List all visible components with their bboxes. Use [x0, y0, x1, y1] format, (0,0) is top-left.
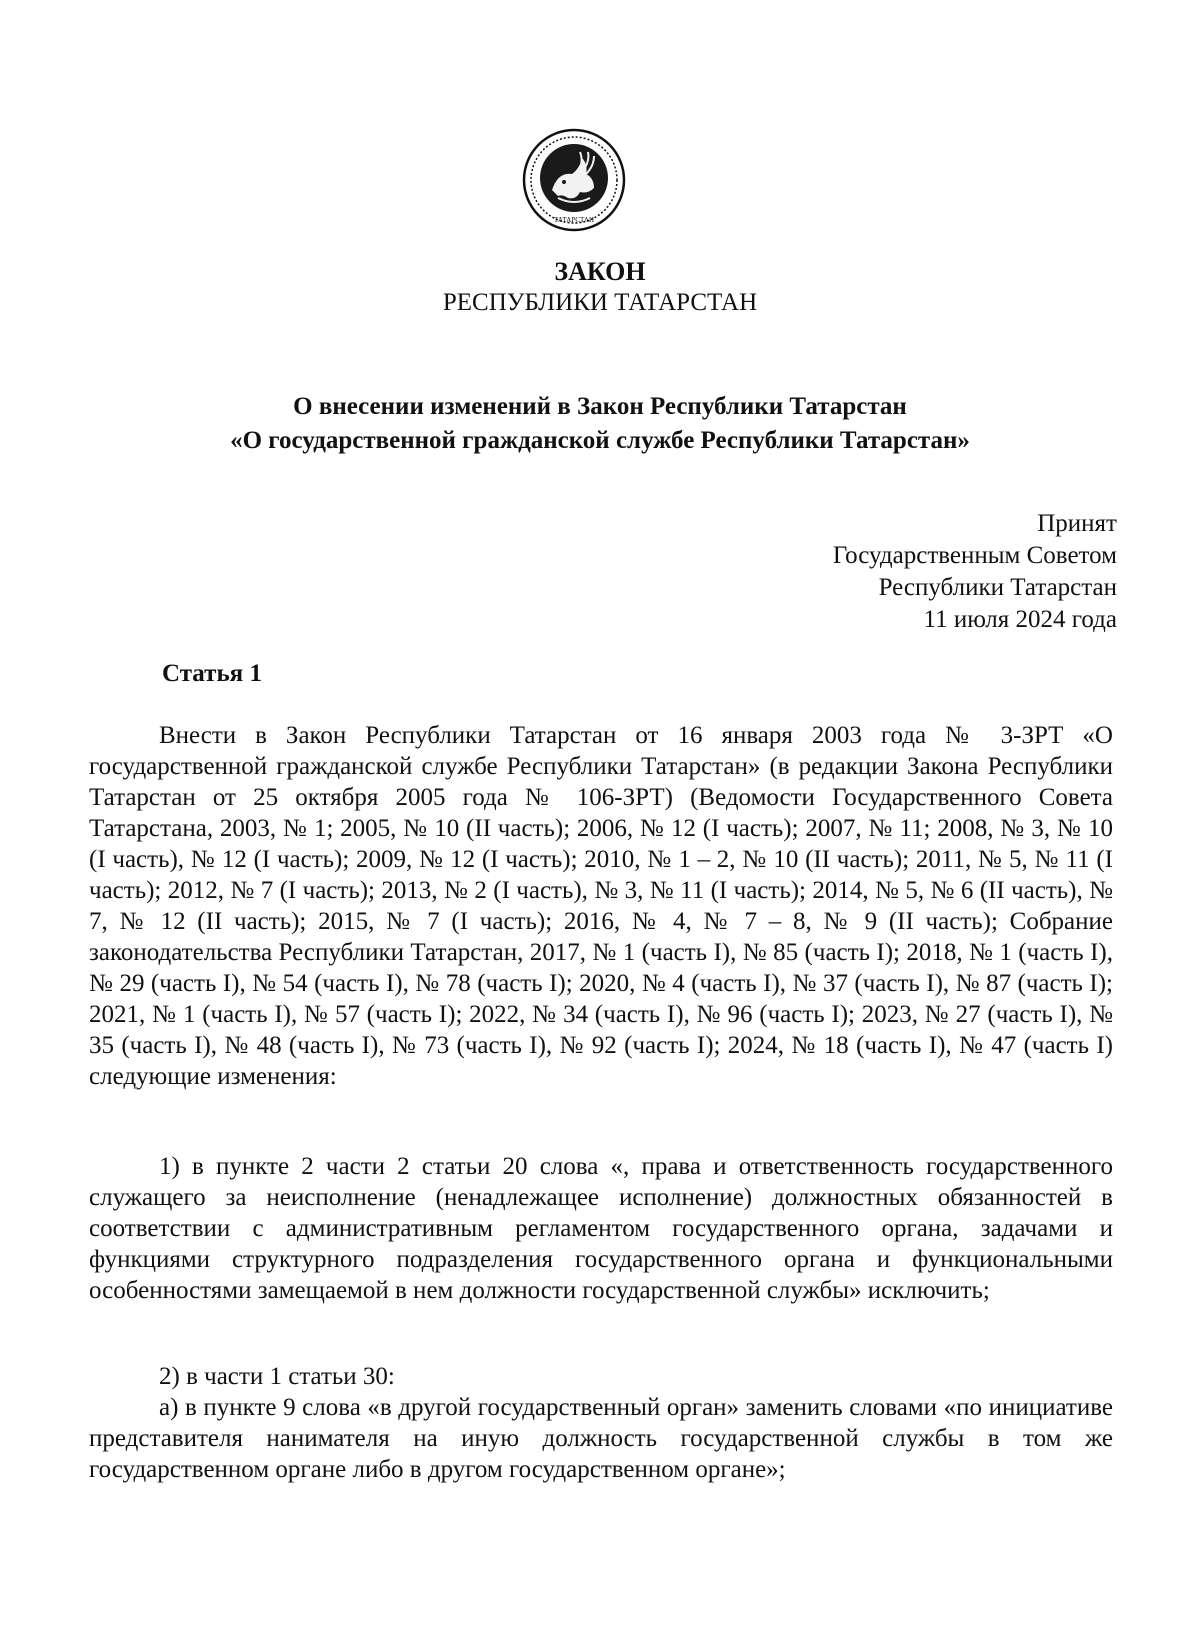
- adoption-date: 11 июля 2024 года: [923, 606, 1117, 633]
- adoption-line3: Республики Татарстан: [878, 574, 1117, 601]
- amendment-item-2-block: [89, 1361, 1113, 1485]
- law-title: ЗАКОН: [554, 257, 646, 286]
- adoption-line2: Государственным Советом: [832, 542, 1117, 569]
- tatarstan-coat-of-arms-icon: [522, 128, 626, 232]
- article-intro-block: [89, 720, 1113, 1092]
- amendment-item-1: 1) в пункте 2 части 2 статьи 20 слова «, права и ответственность государственного служащего за неисполнение (ненадлежащее исполнение) должностных обязанностей в соответствии с административным регламентом государственного органа, задачами и функциями структурного подразделения государственного органа и функциональными особенностями замещаемой в нем должности государственной службы» исключить;: [89, 1153, 1113, 1304]
- law-subtitle: РЕСПУБЛИКИ ТАТАРСТАН: [442, 289, 758, 316]
- adoption-block: [833, 508, 1117, 636]
- article-heading: Статья 1: [162, 660, 262, 687]
- amendment-item-2: 2) в части 1 статьи 30:: [159, 1363, 395, 1390]
- law-subject-line1: О внесении изменений в Закон Республики Татарстан: [293, 393, 907, 420]
- law-subject-line2: «О государственной гражданской службе Республики Татарстан»: [230, 427, 970, 454]
- adoption-line1: Принят: [1037, 510, 1117, 537]
- amendment-item-2a: а) в пункте 9 слова «в другой государственный орган» заменить словами «по инициативе представителя нанимателя на иную должность государственной службы в том же государственном органе либо в другом государственном органе»;: [89, 1394, 1113, 1483]
- emblem-caption: ТАТАРСТАН: [553, 216, 595, 224]
- amendment-item-1-block: [89, 1151, 1113, 1306]
- article-intro: Внести в Закон Республики Татарстан от 16 января 2003 года № 3-ЗРТ «О государственной гражданской службе Республики Татарстан» (в редакции Закона Республики Татарстан от 25 октября 2005 года № 106-ЗРТ) (Ведомости Государственного Совета Татарстана, 2003, № 1; 2005, № 10 (II часть); 2006, № 12 (I часть); 2007, № 11; 2008, № 3, № 10 (I часть), № 12 (I часть); 2009, № 12 (I часть); 2010, № 1 – 2, № 10 (II часть); 2011, № 5, № 11 (I часть); 2012, № 7 (I часть); 2013, № 2 (I часть), № 3, № 11 (I часть); 2014, № 5, № 6 (II часть), № 7, № 12 (II часть); 2015, № 7 (I часть); 2016, № 4, № 7 – 8, № 9 (II часть); Собрание законодательства Республики Татарстан, 2017, № 1 (часть I), № 85 (часть I); 2018, № 1 (часть I), № 29 (часть I), № 54 (часть I), № 78 (часть I); 2020, № 4 (часть I), № 37 (часть I), № 87 (часть I); 2021, № 1 (часть I), № 57 (часть I); 2022, № 34 (часть I), № 96 (часть I); 2023, № 27 (часть I), № 35 (часть I), № 48 (часть I), № 73 (часть I), № 92 (часть I); 2024, № 18 (часть I), № 47 (часть I) следующие изменения:: [89, 722, 1113, 1090]
- law-subject: [0, 390, 1200, 458]
